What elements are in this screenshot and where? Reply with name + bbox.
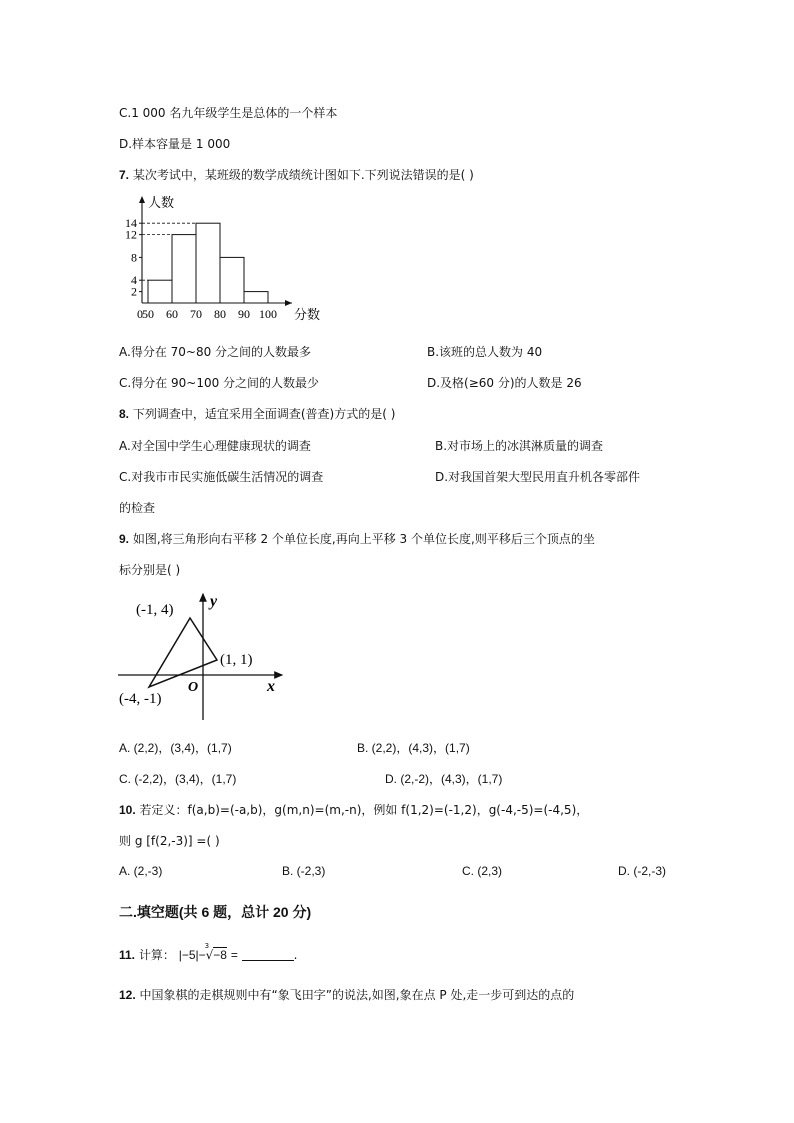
q12-number: 12. [119,988,136,1002]
histogram-bar [244,292,268,303]
q9-option-d: D. (2,-2)，(4,3)，(1,7) [385,772,503,786]
label-p2: (1, 1) [220,652,253,668]
q9-number: 9. [119,532,130,546]
root-index: 3 [204,942,210,950]
section-title: 二.填空题(共 6 题，总计 20 分) [119,904,312,920]
q8-number: 8. [119,407,130,421]
label-p1: (-1, 4) [136,602,174,618]
histogram-bar [196,223,220,303]
q12-stem: 中国象棋的走棋规则中有“象飞田字”的说法,如图,象在点 P 处,走一步可到达的点的 [139,988,575,1002]
y-tick-label: 8 [131,250,137,265]
q10-option-a: A. (2,-3) [119,864,163,878]
q8-stem: 下列调查中，适宜采用全面调查(普查)方式的是( ) [132,407,396,421]
x-tick-label: 0 [137,307,143,321]
x-tick-label: 50 [142,307,154,321]
cube-root [204,942,227,962]
y-tick-label: 4 [131,273,137,288]
x-tick-label: 70 [190,307,202,321]
histogram-bar [172,235,196,303]
q9-option-b: B. (2,2)，(4,3)，(1,7) [357,741,470,755]
x-axis-arrow [285,300,292,306]
q11-equals: = [230,948,238,962]
q10-stem-cont: 则 g [f(2,-3)] =( ) [119,834,220,848]
q10-option-b: B. (-2,3) [282,864,326,878]
q10-option-c: C. (2,3) [462,864,503,878]
coordinate-figure [112,590,292,725]
q7-option-b: B.该班的总人数为 40 [427,345,543,359]
q9-stem-line [119,530,595,547]
x-tick-label: 100 [259,307,277,321]
triangle [149,618,217,687]
radical-sign: √ [205,948,214,962]
q10-stem-line [119,801,588,818]
y-axis-title: 人数 [148,195,175,210]
y-tick-label: 2 [131,284,137,299]
q9-stem: 如图,将三角形向右平移 2 个单位长度,再向上平移 3 个单位长度,则平移后三个顶点的坐 [132,532,595,546]
q6-option-c: C.1 000 名九年级学生是总体的一个样本 [119,106,338,120]
q9-stem-cont: 标分别是( ) [119,563,181,577]
histogram-bar [148,280,172,303]
y-tick-label: 12 [125,227,137,242]
q9-option-a: A. (2,2)，(3,4)，(1,7) [119,741,232,755]
y-tick-label: 14 [125,216,137,231]
q7-stem: 某次考试中，某班级的数学成绩统计图如下.下列说法错误的是( ) [132,168,474,182]
q7-option-d: D.及格(≥60 分)的人数是 26 [427,376,582,390]
q8-stem-line [119,405,395,422]
q6-option-d: D.样本容量是 1 000 [119,137,231,151]
q11-end: . [293,948,298,962]
q10-stem: 若定义：f(a,b)=(-a,b)，g(m,n)=(m,-n)，例如 f(1,2)=(-1,2)，g(-4,-5)=(-4,5)， [139,803,589,817]
y-axis-label: y [210,593,218,610]
q11-line [119,942,298,963]
x-axis-title: 分数 [294,307,320,322]
radicand: −8 [213,948,227,962]
histogram-bar [220,257,244,303]
q7-option-c: C.得分在 90~100 分之间的人数最少 [119,376,320,390]
q8-option-b: B.对市场上的冰淇淋质量的调查 [435,439,604,453]
q10-option-d: D. (-2,-3) [618,864,666,878]
q8-option-a: A.对全国中学生心理健康现状的调查 [119,439,311,453]
y-axis-arrow [139,196,145,203]
q11-abs-expr: |−5|− [178,948,206,962]
q8-option-d-cont: 的检查 [119,501,156,515]
q10-number: 10. [119,803,136,817]
histogram-chart [115,192,320,327]
x-axis-label: x [267,678,275,695]
x-tick-label: 80 [214,307,226,321]
q11-number: 11. [119,948,136,962]
answer-blank[interactable] [242,948,294,961]
label-p3: (-4, -1) [119,691,162,707]
q7-stem-line [119,166,474,183]
x-tick-label: 60 [166,307,178,321]
q9-option-c: C. (-2,2)，(3,4)，(1,7) [119,772,237,786]
x-tick-label: 90 [238,307,250,321]
q8-option-d: D.对我国首架大型民用直升机各零部件 [435,470,641,484]
q8-option-c: C.对我市市民实施低碳生活情况的调查 [119,470,324,484]
q7-number: 7. [119,168,130,182]
q12-stem-line [119,986,574,1003]
q7-option-a: A.得分在 70~80 分之间的人数最多 [119,345,312,359]
origin-label: O [188,680,199,695]
q11-prefix: 计算： [138,948,175,962]
